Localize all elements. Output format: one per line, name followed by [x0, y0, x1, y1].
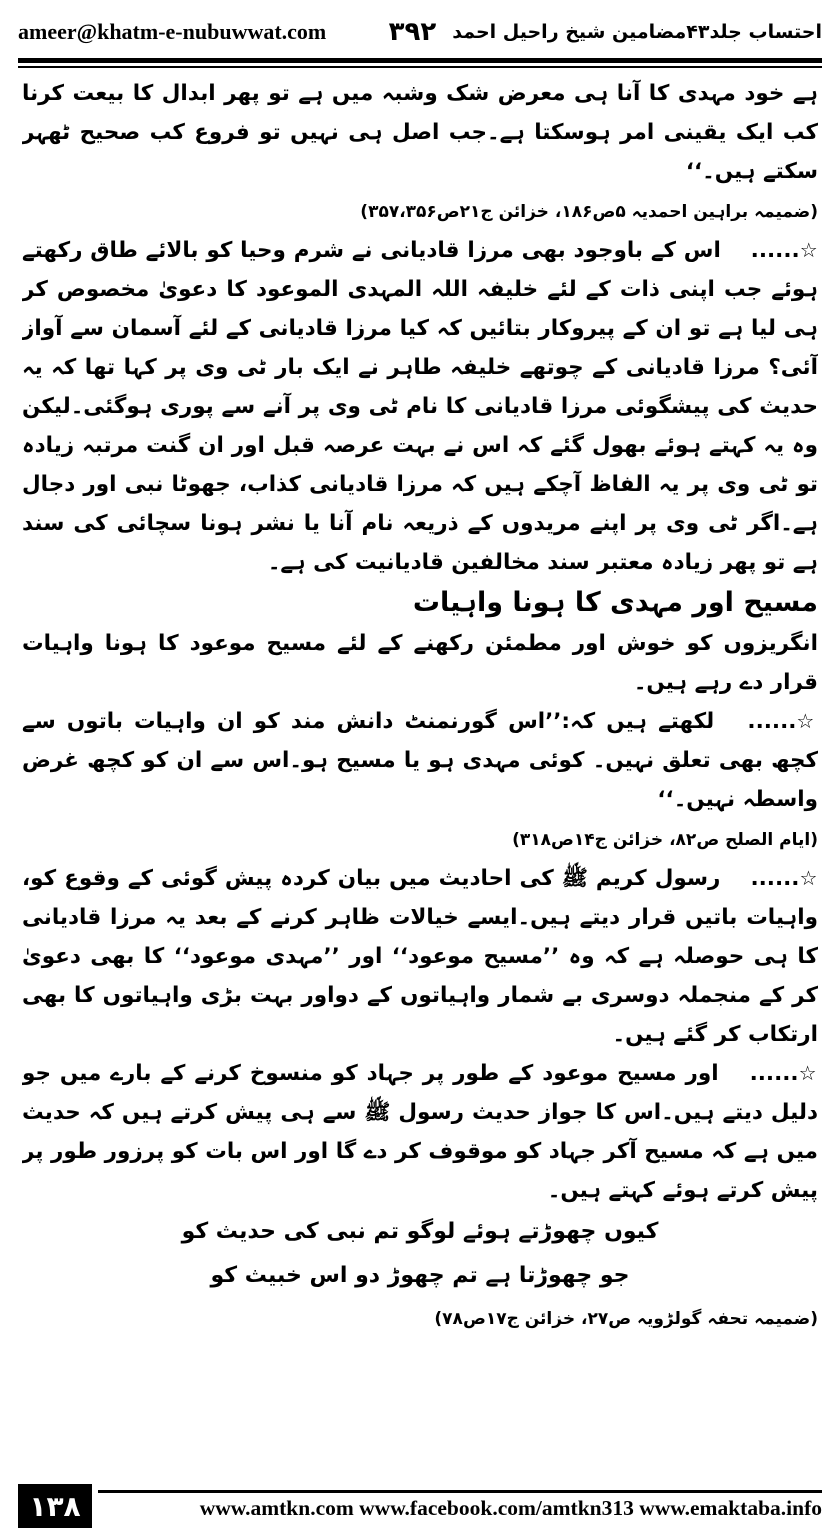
- header-book-title: احتساب جلد۴۳مضامین شیخ راحیل احمد: [452, 21, 822, 43]
- section-heading: مسیح اور مہدی کا ہونا واہیات: [412, 587, 818, 618]
- header-page-number: ۳۹۲: [388, 17, 437, 47]
- star-icon: ☆: [796, 709, 818, 733]
- paragraph-6-text: اور مسیح موعود کے طور پر جہاد کو منسوخ کرنے کے بارے میں جو دلیل دیتے ہیں۔اس کا جواز حدیث رسول ﷺ سے ہی پیش کرتے ہیں کہ حدیث میں ہے کہ مسیح آکر جہاد کو موقوف کر دے گا اور اس بات کو پرزور طور پر پیش کرتے ہوئے کہتے ہیں۔: [22, 1061, 818, 1203]
- ellipsis: ......: [750, 866, 800, 891]
- ellipsis: ......: [750, 238, 800, 263]
- footer-page-number: ۱۳۸: [18, 1484, 92, 1528]
- paragraph-2-text: اس کے باوجود بھی مرزا قادیانی نے شرم وحیا کو بالائے طاق رکھتے ہوئے جب اپنی ذات کے لئے خلیفہ اللہ المہدی الموعود کا دعویٰ مخصوص کر ہی لیا ہے تو ان کے پیروکار بتائیں کہ کیا مرزا قادیانی کے لئے آسمان سے آواز آئی؟ مرزا قادیانی کے چوتھے خلیفہ طاہر نے ایک بار ٹی وی پر کہا تھا کہ یہ حدیث کی پیشگوئی مرزا قادیانی کا نام ٹی وی پر آنے سے پوری ہوگئی۔لیکن وہ یہ کہتے ہوئے بھول گئے کہ اس نے بہت عرصہ قبل اور ان گنت مرتبہ زیادہ تو ٹی وی پر یہ الفاظ آچکے ہیں کہ مرزا قادیانی کذاب، جھوٹا نبی اور دجال ہے۔اگر ٹی وی پر اپنے مریدوں کے ذریعہ نام آنا یا نشر ہونا سچائی کی سند ہے تو پھر زیادہ معتبر سند مخالفین قادیانیت کی ہے۔: [22, 238, 818, 575]
- paragraph-4: [22, 702, 818, 819]
- page-body: [22, 74, 818, 1468]
- header-email: ameer@khatm-e-nubuwwat.com: [18, 19, 327, 44]
- star-icon: ☆: [798, 1061, 818, 1085]
- paragraph-5: [22, 859, 818, 1054]
- paragraph-1: ہے خود مہدی کا آنا ہی معرض شک وشبہ میں ہے تو پھر ابدال کا بیعت کرنا کب ایک یقینی امر ہوسکتا ہے۔جب اصل ہی نہیں تو فروع کب صحیح ٹھہر سکتے ہیں۔‘‘: [22, 81, 818, 184]
- star-icon: ☆: [799, 238, 818, 262]
- page-footer: [18, 1484, 822, 1530]
- paragraph-2: [22, 231, 818, 582]
- footer-rule: [98, 1490, 822, 1493]
- footer-links: www.amtkn.com www.facebook.com/amtkn313 www.emaktaba.info: [199, 1496, 822, 1520]
- paragraph-5-text: رسول کریم ﷺ کی احادیث میں بیان کردہ پیش گوئی کے وقوع کو، واہیات باتیں قرار دیتے ہیں۔ایسے خیالات ظاہر کرنے کے بعد یہ مرزا قادیانی کا ہی حوصلہ ہے کہ وہ ’’مسیح موعود‘‘ اور ’’مہدی موعود‘‘ کا بھی دعویٰ کر کے منجملہ دوسری بے شمار واہیاتوں کے دواور بہت بڑی واہیاتوں کا بھی ارتکاب کر گئے ہیں۔: [22, 866, 818, 1047]
- paragraph-6: [22, 1054, 818, 1210]
- ellipsis: ......: [749, 1061, 799, 1086]
- reference-1: (ضمیمہ براہین احمدیہ ۵ص۱۸۶، خزائن ج۲۱ص۳۵۷،۳۵۶): [360, 202, 818, 222]
- paragraph-4-text: لکھتے ہیں کہ:’’اس گورنمنٹ دانش مند کو ان واہیات باتوں سے کچھ بھی تعلق نہیں۔ کوئی مہدی ہو یا مسیح ہو۔اس سے ان کو کچھ غرض واسطہ نہیں۔‘‘: [22, 709, 818, 812]
- poetry-verse-1: کیوں چھوڑتے ہوئے لوگو تم نبی کی حدیث کو: [181, 1219, 659, 1244]
- ellipsis: ......: [747, 709, 797, 734]
- reference-2: (ایام الصلح ص۸۲، خزائن ج۱۴ص۳۱۸): [512, 830, 818, 850]
- header-title-group: [389, 17, 822, 47]
- paragraph-3: انگریزوں کو خوش اور مطمئن رکھنے کے لئے مسیح موعود کا ہونا واہیات قرار دے رہے ہیں۔: [22, 631, 818, 695]
- page-header: [18, 10, 822, 54]
- poetry-verse-2: جو چھوڑتا ہے تم چھوڑ دو اس خبیث کو: [210, 1263, 630, 1288]
- header-rule-thin: [18, 66, 822, 68]
- star-icon: ☆: [799, 866, 818, 890]
- header-rule-thick: [18, 58, 822, 63]
- reference-3: (ضمیمہ تحفہ گولڑویہ ص۲۷، خزائن ج۱۷ص۷۸): [434, 1309, 818, 1329]
